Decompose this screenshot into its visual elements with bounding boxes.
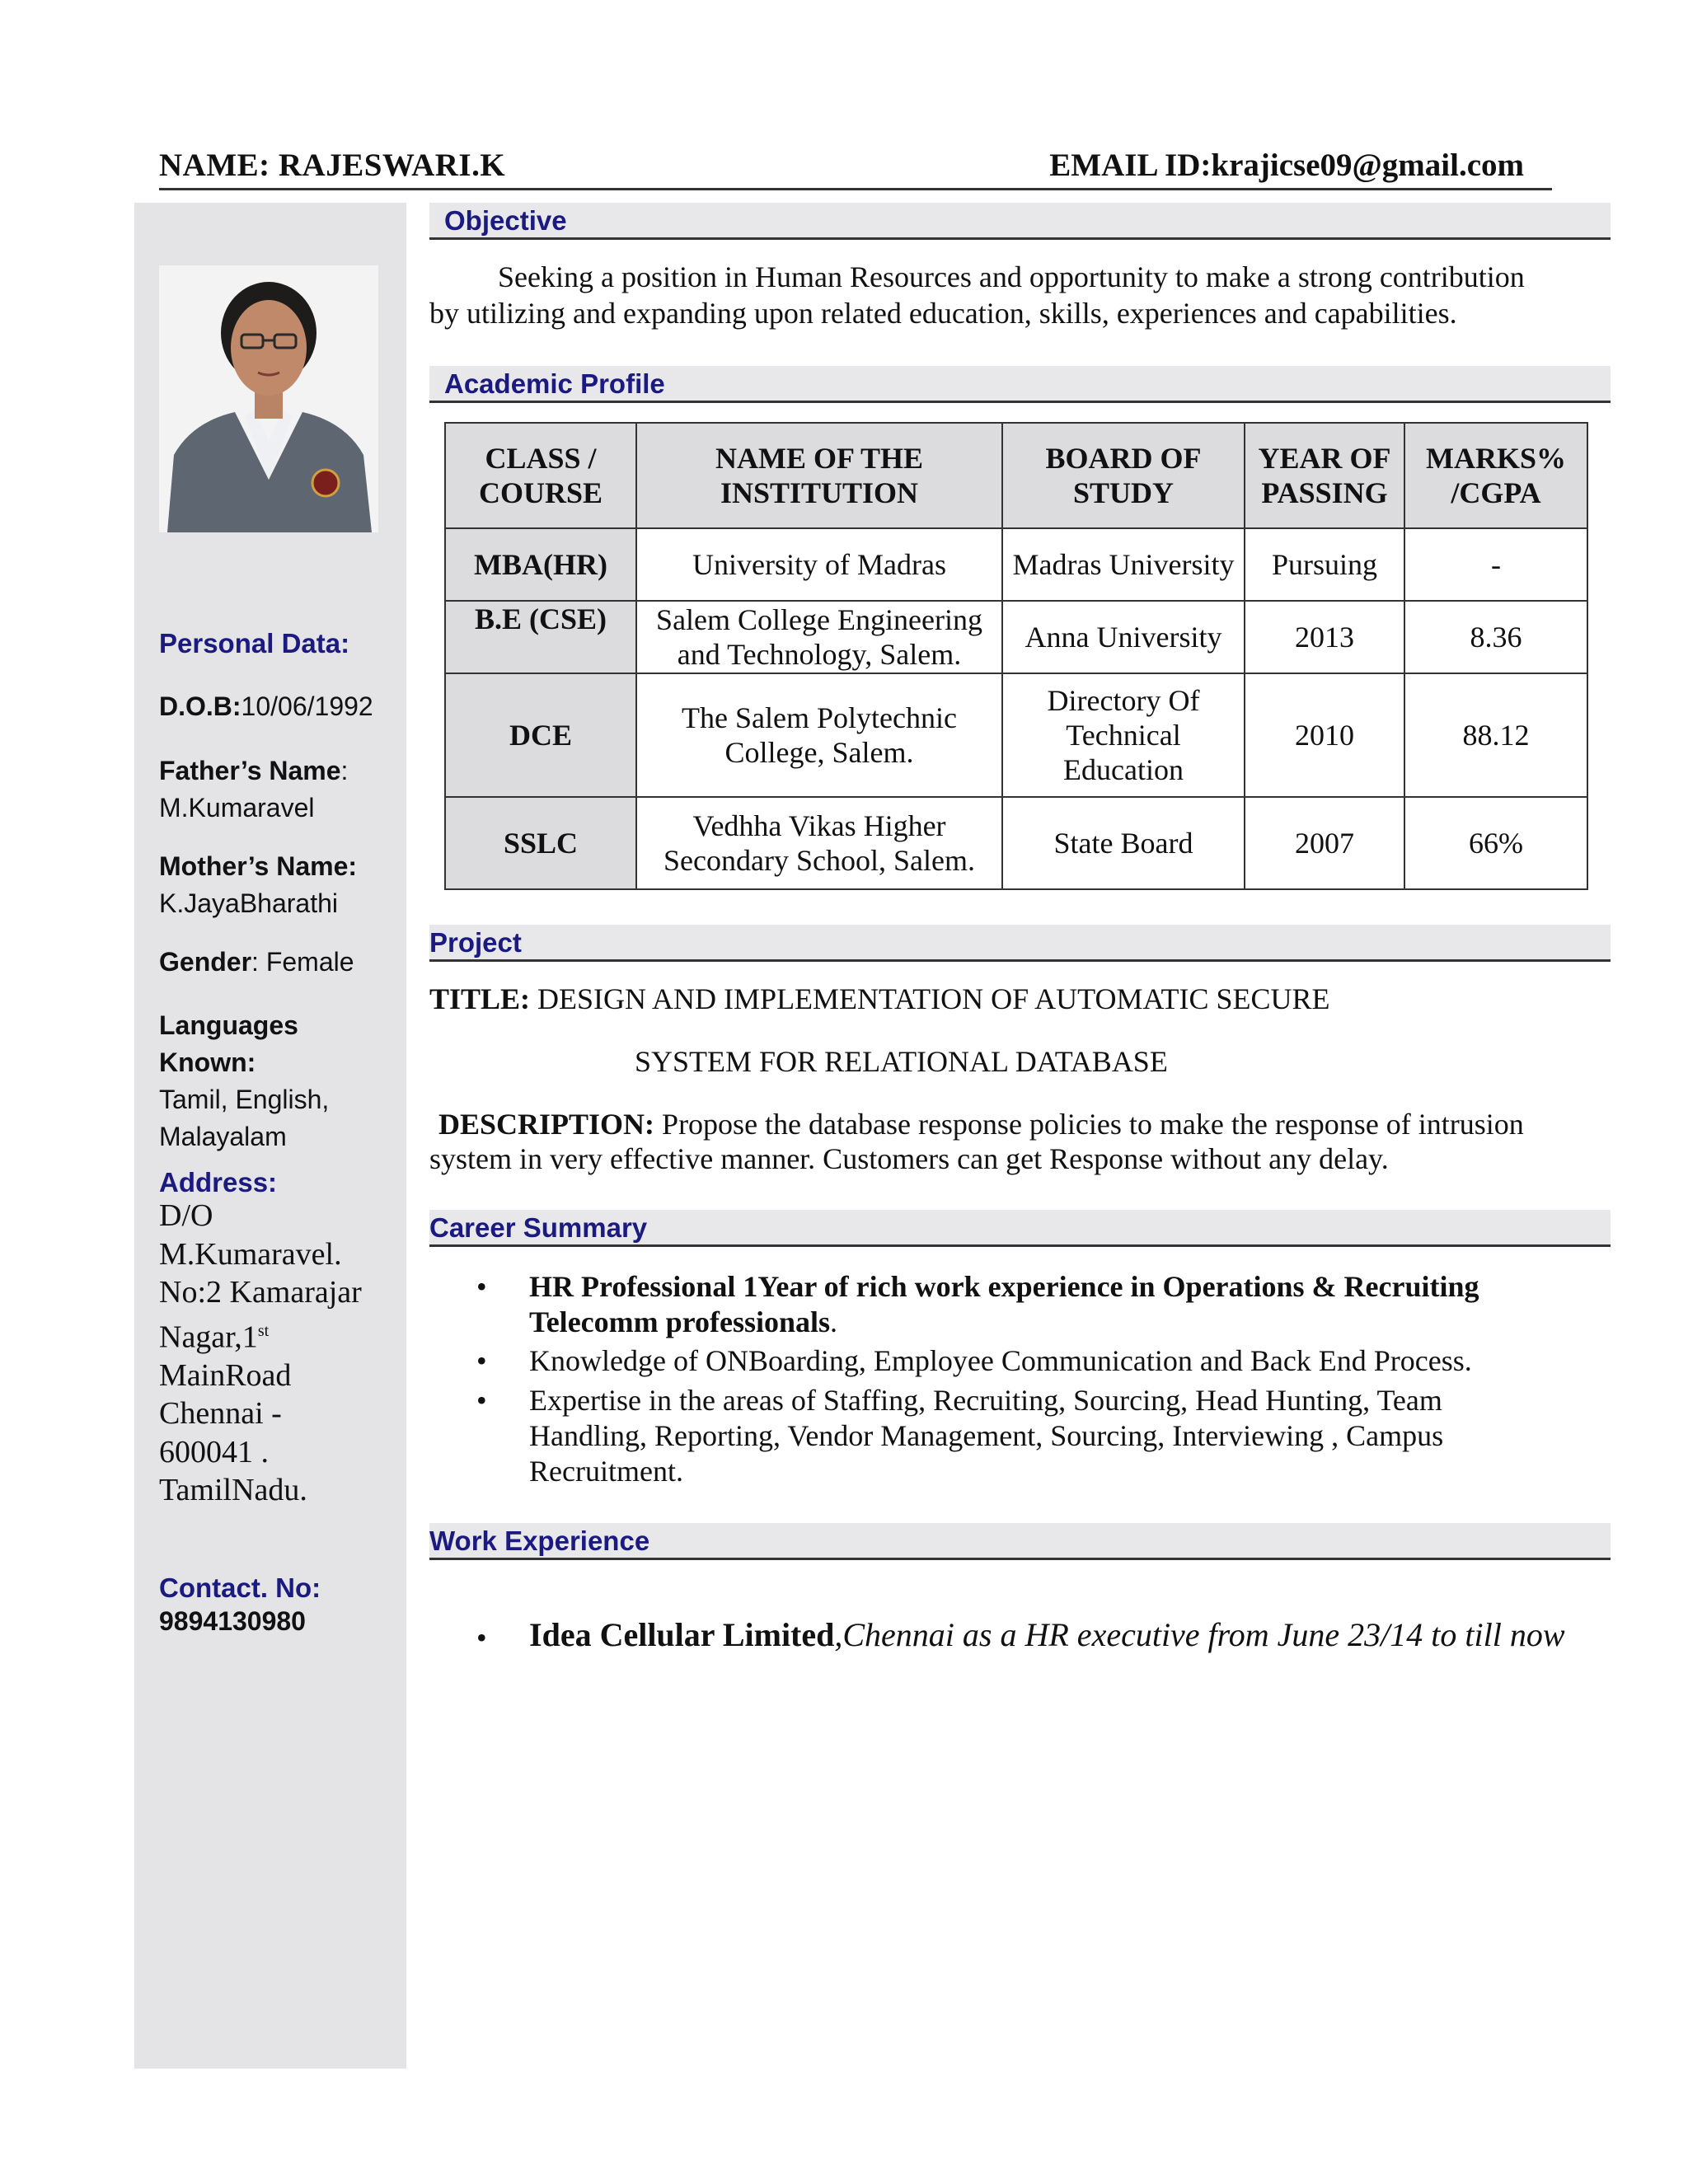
career-item: Knowledge of ONBoarding, Employee Communication and Back End Process. xyxy=(529,1344,1472,1377)
column-header: CLASS / COURSE xyxy=(445,423,636,528)
table-row xyxy=(445,601,1587,673)
work-section-header xyxy=(429,1523,1611,1560)
table-row xyxy=(445,673,1587,797)
mother-field xyxy=(159,851,398,925)
company-name: Idea Cellular Limited xyxy=(529,1616,835,1653)
profile-photo xyxy=(159,265,378,532)
address-line: MainRoad xyxy=(159,1357,292,1393)
table-cell: - xyxy=(1404,528,1587,601)
candidate-email[interactable]: EMAIL ID:krajicse09@gmail.com xyxy=(1049,148,1524,183)
academic-table xyxy=(444,422,1588,890)
work-item xyxy=(529,1615,1617,1655)
personal-data-heading: Personal Data: xyxy=(159,628,350,658)
objective-title: Objective xyxy=(444,205,567,236)
contact-heading: Contact. No: xyxy=(159,1572,321,1603)
career-section-header xyxy=(429,1210,1611,1247)
father-field xyxy=(159,755,398,829)
address-line: TamilNadu. xyxy=(159,1473,307,1508)
address-text xyxy=(159,1197,398,1510)
project-description-line xyxy=(438,1106,1524,1142)
project-description-text: Propose the database response policies to make the response of intrusion xyxy=(662,1108,1524,1141)
table-cell: 66% xyxy=(1404,797,1587,889)
address-line: Chennai - xyxy=(159,1396,282,1432)
table-cell: DCE xyxy=(445,673,636,797)
table-cell: MBA(HR) xyxy=(445,528,636,601)
father-value: M.Kumaravel xyxy=(159,793,315,823)
bullet-icon: • xyxy=(476,1384,487,1417)
gender-label: Gender xyxy=(159,947,252,977)
career-title: Career Summary xyxy=(429,1212,648,1243)
table-header-row xyxy=(445,423,1587,528)
dob-field xyxy=(159,691,398,728)
address-line: 600041 . xyxy=(159,1434,269,1469)
bullet-icon: • xyxy=(476,1621,487,1654)
work-detail: ,Chennai as a HR executive from June 23/14 to till now xyxy=(834,1616,1565,1653)
address-line: No:2 Kamarajar xyxy=(159,1275,362,1310)
contact-value[interactable]: 9894130980 xyxy=(159,1606,306,1636)
table-cell: Pursuing xyxy=(1245,528,1404,601)
project-title: Project xyxy=(429,927,522,958)
column-header: NAME OF THE INSTITUTION xyxy=(636,423,1002,528)
table-cell: 2013 xyxy=(1245,601,1404,673)
table-cell: B.E (CSE) xyxy=(445,601,636,673)
header-divider xyxy=(159,188,1552,190)
candidate-name: NAME: RAJESWARI.K xyxy=(159,148,506,183)
languages-value: Tamil, English, Malayalam xyxy=(159,1085,330,1151)
career-item: HR Professional 1Year of rich work experience in Operations & Recruiting Telecomm professionals. xyxy=(529,1270,1479,1338)
contact-field xyxy=(159,1605,398,1643)
column-header: YEAR OF PASSING xyxy=(1245,423,1404,528)
project-title-line xyxy=(429,981,1330,1017)
project-description-line: system in very effective manner. Customers can get Response without any delay. xyxy=(429,1142,1389,1175)
mother-label: Mother’s Name: xyxy=(159,851,358,881)
gender-value: : Female xyxy=(251,947,354,977)
academic-title: Academic Profile xyxy=(444,368,665,399)
father-colon: : xyxy=(340,756,349,785)
dob-label: D.O.B: xyxy=(159,691,241,721)
languages-label: Languages Known: xyxy=(159,1010,298,1077)
languages-field xyxy=(159,1010,398,1158)
table-cell: Directory Of Technical Education xyxy=(1002,673,1245,797)
project-description-label: DESCRIPTION: xyxy=(438,1108,655,1141)
table-cell: 2007 xyxy=(1245,797,1404,889)
table-cell: University of Madras xyxy=(636,528,1002,601)
table-cell: State Board xyxy=(1002,797,1245,889)
career-item: Expertise in the areas of Staffing, Recruiting, Sourcing, Head Hunting, Team Handling, Reporting, Vendor Management, Sourcing, Interviewing , Campus Recruitment. xyxy=(529,1384,1444,1488)
column-header: BOARD OF STUDY xyxy=(1002,423,1245,528)
objective-line: Seeking a position in Human Resources and opportunity to make a strong contribution xyxy=(498,260,1525,293)
father-label: Father’s Name xyxy=(159,756,341,785)
dob-value: 10/06/1992 xyxy=(241,691,373,721)
project-title-label: TITLE: xyxy=(429,982,531,1015)
address-line: Nagar,1st xyxy=(159,1319,270,1355)
work-title: Work Experience xyxy=(429,1526,650,1556)
table-row xyxy=(445,797,1587,889)
table-cell: Vedhha Vikas Higher Secondary School, Salem. xyxy=(636,797,1002,889)
objective-line: by utilizing and expanding upon related education, skills, experiences and capabilities. xyxy=(429,297,1457,330)
address-line: M.Kumaravel. xyxy=(159,1236,342,1272)
table-row xyxy=(445,528,1587,601)
table-cell: 88.12 xyxy=(1404,673,1587,797)
bullet-icon: • xyxy=(476,1344,487,1377)
address-heading: Address: xyxy=(159,1167,278,1197)
column-header: MARKS% /CGPA xyxy=(1404,423,1587,528)
project-title-text: DESIGN AND IMPLEMENTATION OF AUTOMATIC SECURE xyxy=(537,982,1330,1015)
table-cell: Madras University xyxy=(1002,528,1245,601)
gender-field xyxy=(159,946,398,983)
objective-section-header xyxy=(429,203,1611,240)
address-line: D/O xyxy=(159,1198,213,1233)
bullet-icon: • xyxy=(476,1270,487,1303)
table-cell: Anna University xyxy=(1002,601,1245,673)
mother-value: K.JayaBharathi xyxy=(159,888,339,918)
table-cell: SSLC xyxy=(445,797,636,889)
academic-section-header xyxy=(429,366,1611,403)
table-cell: The Salem Polytechnic College, Salem. xyxy=(636,673,1002,797)
project-section-header xyxy=(429,925,1611,962)
table-cell: 8.36 xyxy=(1404,601,1587,673)
table-cell: 2010 xyxy=(1245,673,1404,797)
table-cell: Salem College Engineering and Technology, Salem. xyxy=(636,601,1002,673)
project-title-line: SYSTEM FOR RELATIONAL DATABASE xyxy=(635,1045,1168,1078)
